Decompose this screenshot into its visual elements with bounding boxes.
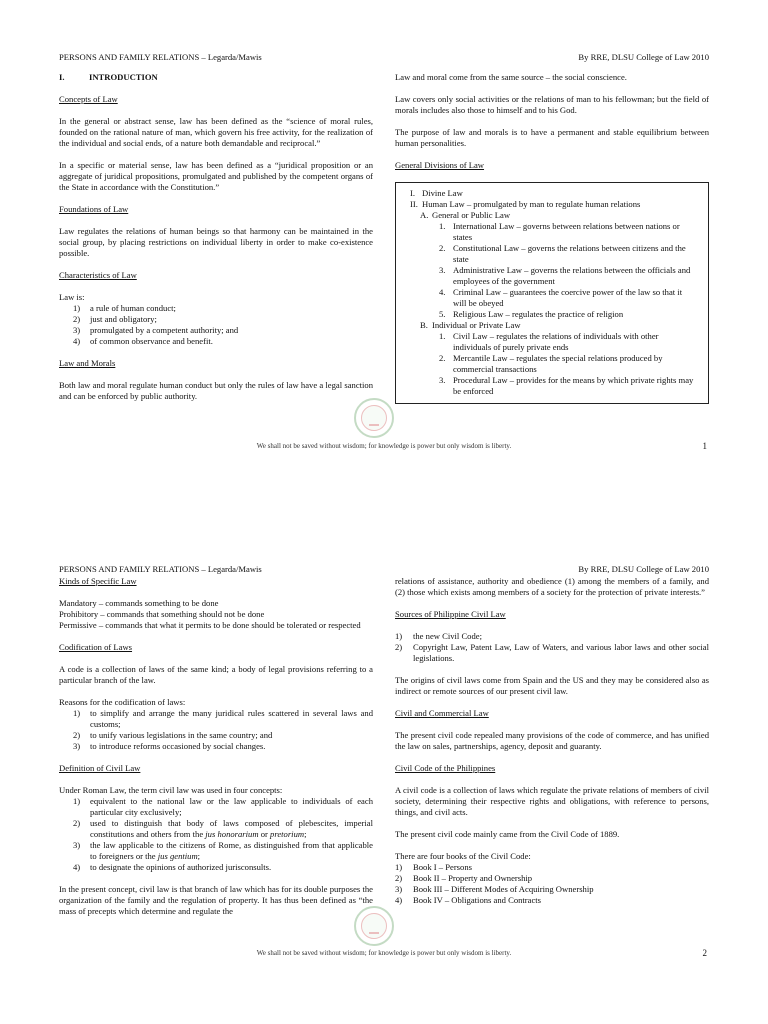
outline-item: [410, 265, 694, 287]
list-text: ;: [197, 851, 201, 861]
paragraph: The origins of civil laws come from Spain and the US and they may be considered also as indirect or remote sources of our present civil law.: [395, 675, 709, 696]
outline-text: Individual or Private Law: [432, 320, 521, 330]
text-line: Prohibitory – commands that something should not be done: [59, 609, 265, 619]
outline-number: 3.: [439, 265, 446, 275]
outline-item: [410, 287, 694, 309]
list-number: 2): [73, 314, 81, 324]
heading-general-divisions: General Divisions of Law: [395, 160, 485, 170]
list-item: [395, 642, 709, 664]
paragraph: The purpose of law and morals is to have a permanent and stable equilibrium between human personalities.: [395, 127, 709, 148]
list-number: 3): [395, 884, 403, 894]
left-column: [59, 576, 373, 928]
list-text: Book IV – Obligations and Contracts: [413, 895, 542, 905]
list-text: a rule of human conduct;: [90, 303, 176, 313]
list-item: [59, 314, 373, 325]
divisions-outline-box: [395, 182, 709, 404]
paragraph: A code is a collection of laws of the same kind; a body of legal provisions referring to a particular branch of the law.: [59, 664, 373, 685]
list-number: 3): [73, 325, 81, 335]
page-number: 1: [702, 441, 707, 451]
list-number: 2): [395, 642, 403, 652]
paragraph: In the general or abstract sense, law has been defined as the “science of moral rules, founded on the rational nature of man, which govern his free activity, for the realization of the individual and social ends, of a nature both demandable and reciprocal.”: [59, 116, 373, 148]
outline-text: Constitutional Law – governs the relations between citizens and the state: [453, 243, 686, 264]
outline-text: Religious Law – regulates the practice of religion: [453, 309, 624, 319]
list-item: [395, 862, 709, 873]
list-text: used to distinguish that body of laws composed of plebescites, imperial constitutions and others from the: [90, 818, 373, 839]
section-number: I.: [59, 72, 65, 82]
outline-number: I.: [410, 188, 416, 198]
list-text: Book I – Persons: [413, 862, 472, 872]
outline-item: [410, 210, 694, 221]
right-column: [395, 576, 709, 917]
outline-item: [410, 331, 694, 353]
list-number: 4): [73, 862, 81, 872]
heading-civil-and-commercial-law: Civil and Commercial Law: [395, 708, 489, 718]
header-author: By RRE, DLSU College of Law 2010: [578, 564, 709, 574]
outline-item: [410, 243, 694, 265]
outline-number: B.: [420, 320, 428, 330]
list-text: to designate the opinions of authorized jurisconsults.: [90, 862, 272, 872]
list-text: or: [258, 829, 271, 839]
outline-text: Civil Law – regulates the relations of individuals with other individuals of purely private ends: [453, 331, 659, 352]
outline-text: Criminal Law – guarantees the coercive power of the law so that it will be obeyed: [453, 287, 683, 308]
list-text: Copyright Law, Patent Law, Law of Waters, and various labor laws and other social legislations.: [413, 642, 709, 663]
outline-text: General or Public Law: [432, 210, 511, 220]
heading-sources-of-civil-law: Sources of Philippine Civil Law: [395, 609, 506, 619]
list-item: [59, 840, 373, 862]
footer-quote: We shall not be saved without wisdom; for knowledge is power but only wisdom is liberty.: [256, 442, 512, 450]
paragraph: A civil code is a collection of laws which regulate the private relations of members of civil society, determining their respective rights and obligations, with reference to persons, things, and civil acts.: [395, 785, 709, 817]
outline-number: 1.: [439, 331, 446, 341]
right-column: [395, 72, 709, 404]
list-intro: Law is:: [59, 292, 85, 302]
outline-text: Administrative Law – governs the relations between the officials and employees of the government: [453, 265, 691, 286]
list-text: to simplify and arrange the many juridical rules scattered in several laws and customs;: [90, 708, 373, 729]
list-number: 2): [73, 818, 81, 828]
footer-quote: We shall not be saved without wisdom; for knowledge is power but only wisdom is liberty.: [256, 949, 512, 957]
list-intro: There are four books of the Civil Code:: [395, 851, 531, 861]
outline-item: [410, 309, 694, 320]
heading-foundations-of-law: Foundations of Law: [59, 204, 129, 214]
list-item: [59, 818, 373, 840]
outline-number: A.: [420, 210, 429, 220]
list-item: [59, 325, 373, 336]
list-number: 2): [73, 730, 81, 740]
list-intro: Reasons for the codification of laws:: [59, 697, 186, 707]
header-author: By RRE, DLSU College of Law 2010: [578, 52, 709, 62]
list-text: of common observance and benefit.: [90, 336, 213, 346]
paragraph: Law and moral come from the same source – the social conscience.: [395, 72, 627, 82]
list-item: [59, 796, 373, 818]
college-seal-watermark: [354, 398, 394, 438]
list-text: to introduce reforms occasioned by social changes.: [90, 741, 266, 751]
outline-number: II.: [410, 199, 418, 209]
paragraph: The present civil code mainly came from the Civil Code of 1889.: [395, 829, 620, 839]
outline-text: International Law – governs between relations between nations or states: [453, 221, 680, 242]
list-text: promulgated by a competent authority; and: [90, 325, 239, 335]
outline-item: [410, 188, 694, 199]
list-text: Book III – Different Modes of Acquiring Ownership: [413, 884, 594, 894]
heading-law-and-morals: Law and Morals: [59, 358, 116, 368]
list-number: 1): [395, 631, 403, 641]
list-intro: Under Roman Law, the term civil law was used in four concepts:: [59, 785, 283, 795]
header-course-title: PERSONS AND FAMILY RELATIONS – Legarda/Mawis: [59, 52, 262, 62]
paragraph: Law covers only social activities or the relations of man to his fellowman; but the field of morals includes also those to himself and to his God.: [395, 94, 709, 115]
outline-number: 2.: [439, 353, 446, 363]
latin-term: jus gentium: [157, 851, 198, 861]
list-number: 1): [73, 796, 81, 806]
page-number: 2: [702, 948, 707, 958]
outline-text: Mercantile Law – regulates the special relations produced by commercial transactions: [453, 353, 663, 374]
list-item: [59, 730, 373, 741]
page-header: [59, 564, 709, 576]
list-item: [395, 873, 709, 884]
list-item: [59, 862, 373, 873]
list-number: 1): [73, 708, 81, 718]
paragraph: In a specific or material sense, law has been defined as a “juridical proposition or an aggregate of juridical propositions, promulgated and published by the competent organs of the State in accordance with the Constitution.”: [59, 160, 373, 192]
page-header: [59, 52, 709, 64]
document-page-2: [0, 512, 768, 1024]
list-number: 1): [395, 862, 403, 872]
roman-concepts-list: [59, 796, 373, 873]
latin-term: pretorium: [270, 829, 305, 839]
outline-item: [410, 221, 694, 243]
outline-number: 1.: [439, 221, 446, 231]
list-text: ;: [304, 829, 307, 839]
list-item: [395, 895, 709, 906]
heading-characteristics-of-law: Characteristics of Law: [59, 270, 137, 280]
list-item: [59, 708, 373, 730]
outline-text: Human Law – promulgated by man to regulate human relations: [422, 199, 641, 209]
heading-concepts-of-law: Concepts of Law: [59, 94, 118, 104]
list-item: [59, 303, 373, 314]
latin-term: jus honorarium: [205, 829, 259, 839]
outline-item: [410, 353, 694, 375]
reasons-list: [59, 708, 373, 752]
sources-list: [395, 631, 709, 664]
outline-number: 4.: [439, 287, 446, 297]
paragraph: relations of assistance, authority and obedience (1) among the members of a family, and (2) those which exists among members of a society for the protection of private interests.”: [395, 576, 709, 597]
paragraph: Both law and moral regulate human conduct but only the rules of law have a legal sanction and can be enforced by public authority.: [59, 380, 373, 401]
characteristics-list: [59, 303, 373, 347]
paragraph: The present civil code repealed many provisions of the code of commerce, and has unified the law on sales, partnerships, agency, deposit and guaranty.: [395, 730, 709, 751]
list-text: just and obligatory;: [90, 314, 157, 324]
outline-text: Procedural Law – provides for the means by which private rights may be enforced: [453, 375, 694, 396]
list-item: [59, 741, 373, 752]
text-line: Permissive – commands that what it permits to be done should be tolerated or respected: [59, 620, 361, 630]
outline-text: Divine Law: [422, 188, 463, 198]
list-number: 4): [73, 336, 81, 346]
list-number: 4): [395, 895, 403, 905]
list-text: the new Civil Code;: [413, 631, 482, 641]
outline-item: [410, 199, 694, 210]
list-number: 3): [73, 840, 81, 850]
heading-codification-of-laws: Codification of Laws: [59, 642, 133, 652]
list-number: 2): [395, 873, 403, 883]
list-item: [395, 884, 709, 895]
list-number: 1): [73, 303, 81, 313]
heading-kinds-of-specific-law: Kinds of Specific Law: [59, 576, 137, 586]
college-seal-watermark: [354, 906, 394, 946]
list-text: to unify various legislations in the same country; and: [90, 730, 273, 740]
outline-item: [410, 320, 694, 331]
books-list: [395, 862, 709, 906]
list-number: 3): [73, 741, 81, 751]
text-line: Mandatory – commands something to be done: [59, 598, 219, 608]
heading-definition-of-civil-law: Definition of Civil Law: [59, 763, 141, 773]
outline-number: 3.: [439, 375, 446, 385]
list-text: the law applicable to the citizens of Rome, as distinguished from that applicable to foreigners or the: [90, 840, 373, 861]
header-course-title: PERSONS AND FAMILY RELATIONS – Legarda/Mawis: [59, 564, 262, 574]
list-item: [395, 631, 709, 642]
outline-number: 2.: [439, 243, 446, 253]
left-column: [59, 72, 373, 413]
section-title: [59, 72, 373, 83]
heading-civil-code-philippines: Civil Code of the Philippines: [395, 763, 496, 773]
outline-item: [410, 375, 694, 397]
outline-number: 5.: [439, 309, 446, 319]
list-text: Book II – Property and Ownership: [413, 873, 533, 883]
section-title-text: INTRODUCTION: [89, 72, 158, 82]
list-item: [59, 336, 373, 347]
paragraph: In the present concept, civil law is that branch of law which has for its double purposes the organization of the family and the regulation of property. It has thus been defined as “the mass of precepts which determine and regulate the: [59, 884, 373, 916]
paragraph: Law regulates the relations of human beings so that harmony can be maintained in the social group, by placing restrictions on individual liberty in order to make co-existence possible.: [59, 226, 373, 258]
list-text: equivalent to the national law or the law applicable to individuals of each particular city exclusively;: [90, 796, 373, 817]
